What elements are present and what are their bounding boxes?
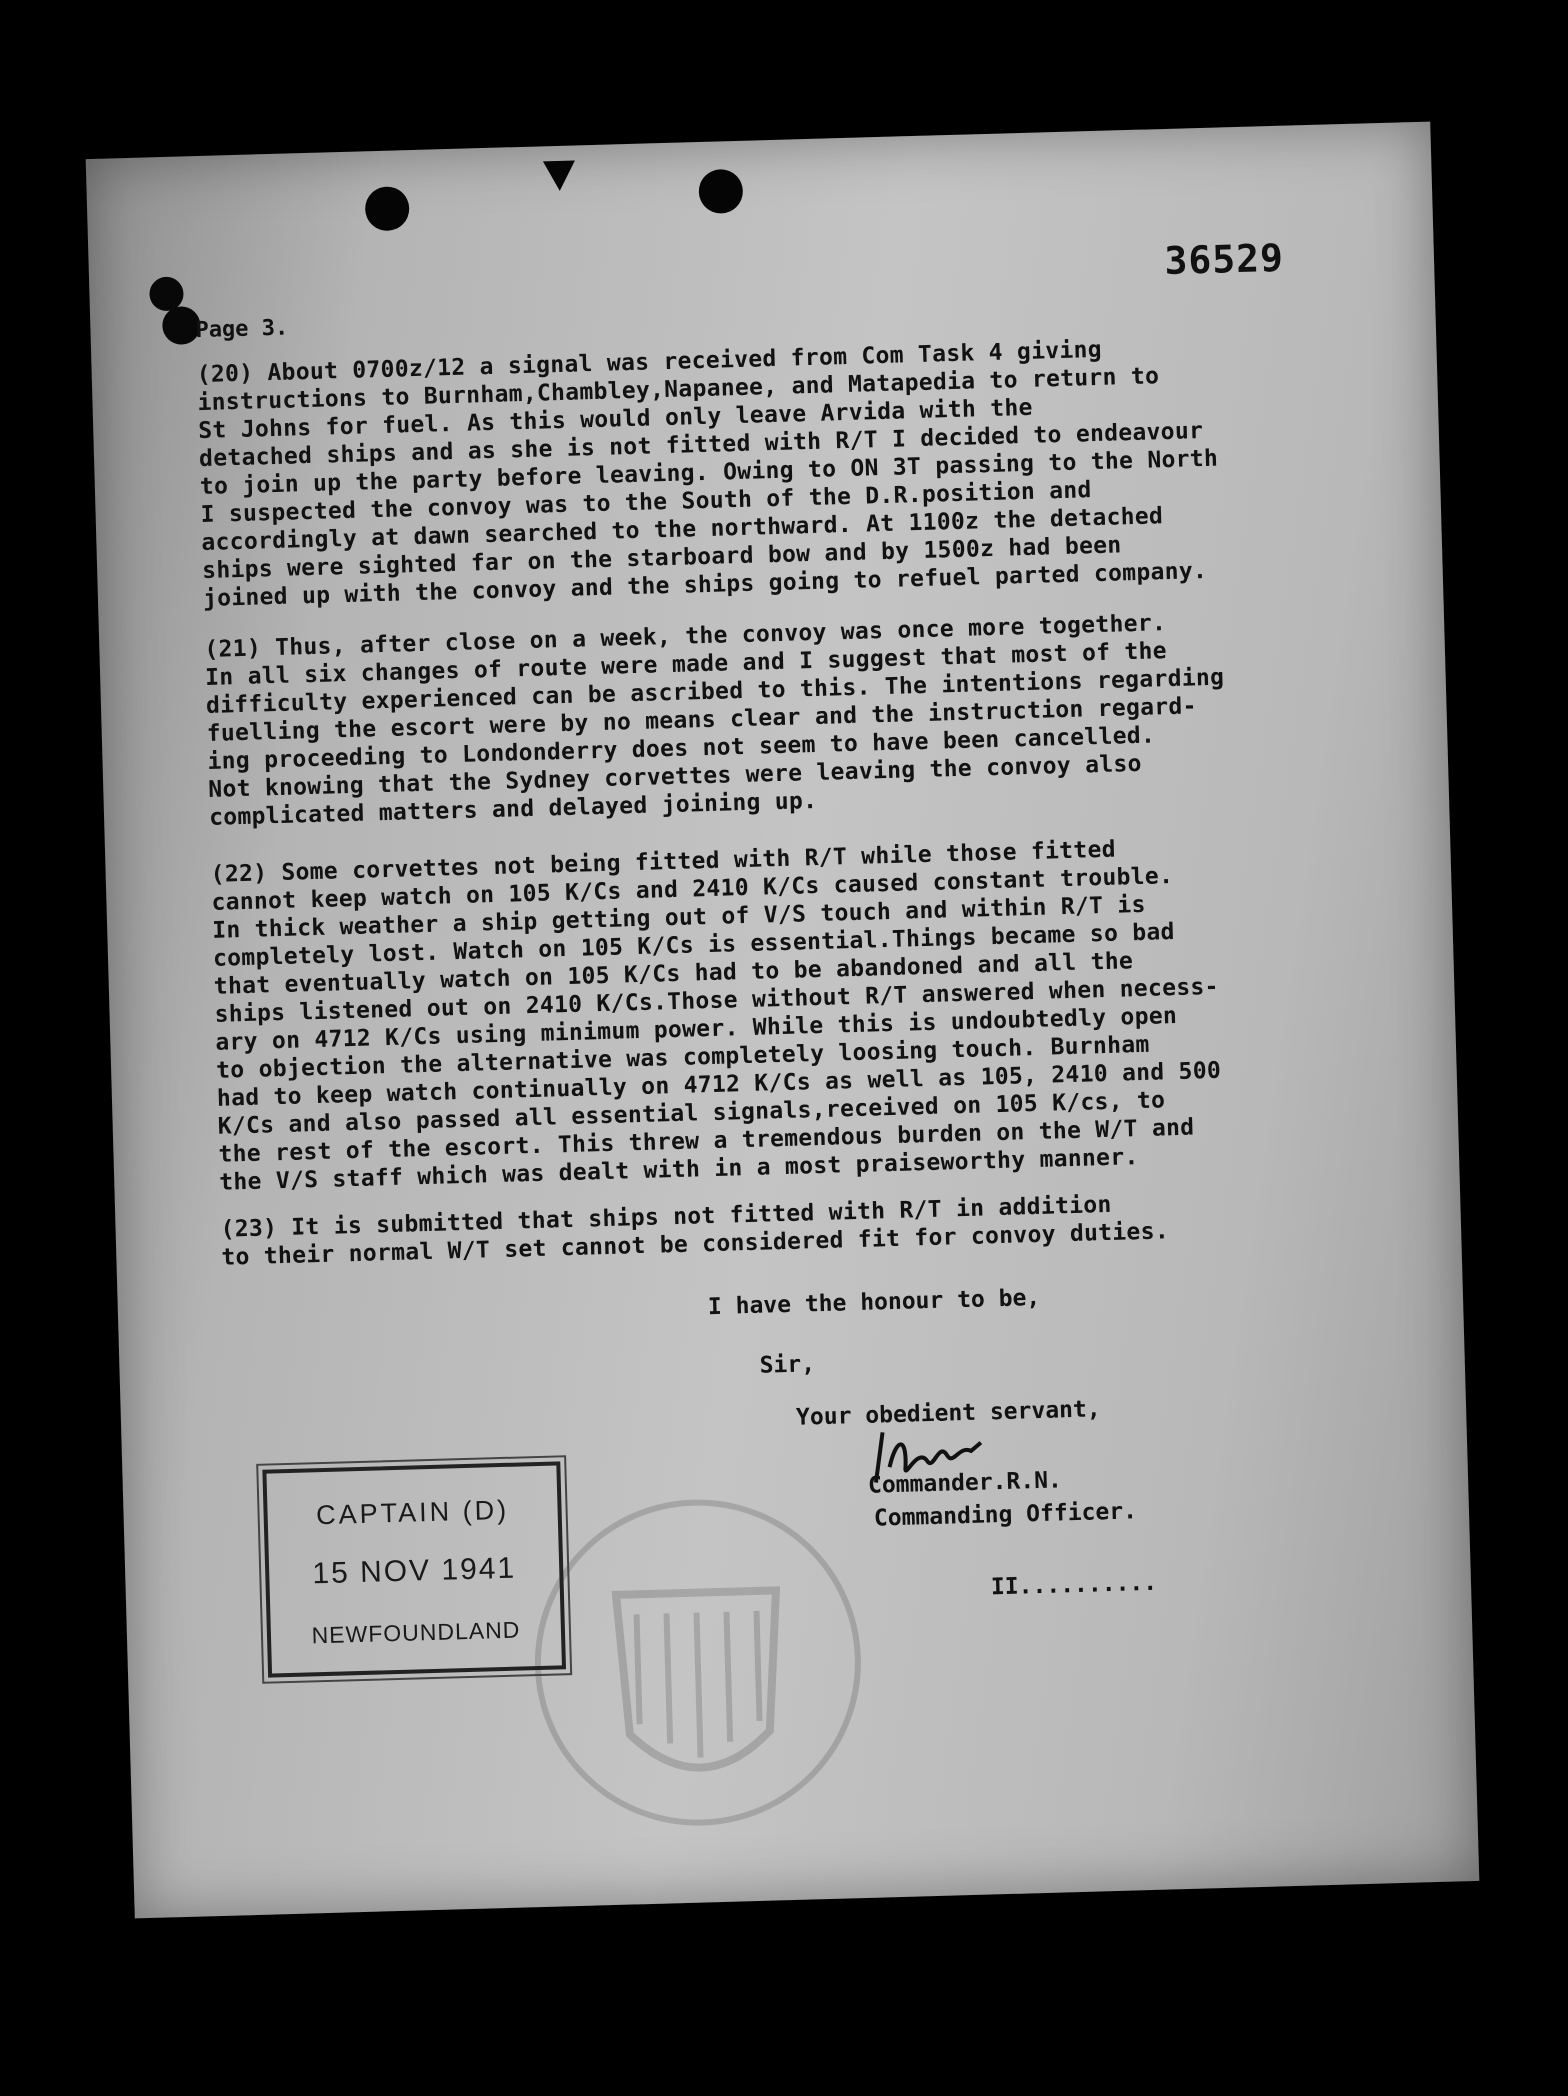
punch-hole-right [698,169,743,214]
paragraph-22: (22) Some corvettes not being fitted with R/T while those fitted cannot keep watch on 105 K/Cs and 2410 K/Cs caused constant trouble. In thick weather a ship getting out of V/S touch and within R/T is completely lost. Watch on 105 K/Cs is essential.Things became so bad that eventually watch on 105 K/Cs had to be abandoned and all the ships listened out on 2410 K/Cs.Those without R/T answered when necess- ary on 4712 K/Cs using minimum power. While this is undoubtedly open to objection the alternative was completely loosing touch. Burnham had to keep watch continually on 4712 K/Cs as well as 105, 2410 and 500 K/Cs and also passed all essential signals,received on 105 K/cs, to the rest of the escort. This threw a tremendous burden on the W/T and the V/S staff which was dealt with in a most praiseworthy manner. [210,836,1222,1196]
document-number: 36529 [1163,235,1285,284]
document-page [86,122,1480,1919]
punch-hole-left [365,186,410,231]
stamp-place: NEWFOUNDLAND [311,1616,521,1649]
paragraph-21: (21) Thus, after close on a week, the convoy was once more together. In all six changes of route were made and I suggest that most of the difficulty experienced can be ascribed to this. The intentions regarding fuelling the escort were by no means clear and the instruction regard- ing proceeding to Londonderry does not seem to have been cancelled. Not knowing that the Sydney corvettes were leaving the convoy also complicated matters and delayed joining up. [204,610,1225,831]
signatory-rank: Commander.R.N. [867,1467,1063,1499]
paragraph-20: (20) About 0700z/12 a signal was received from Com Task 4 giving instructions to Burnham,Chambley,Napanee, and Matapedia to return to St Johns for fuel. As this would only leave Arvida with the detached ships and as she is not fitted with R/T I decided to endeavour to join up the party before leaving. Owing to ON 3T passing to the North I suspected the convoy was to the South of the D.R.position and accordingly at dawn searched to the northward. At 1100z the detached ships were sighted far on the starboard bow and by 1500z had been joined up with the convoy and the ships going to refuel parted company. [196,336,1219,613]
closing-honour: I have the honour to be, [707,1284,1041,1321]
punch-notch [543,160,576,191]
signatory-title: Commanding Officer. [873,1498,1138,1532]
continuation-marker: II.......... [990,1569,1158,1601]
received-stamp [262,1461,566,1677]
closing-sir: Sir, [759,1351,816,1379]
closing-servant: Your obedient servant, [795,1396,1101,1431]
stamp-date: 15 NOV 1941 [311,1551,517,1591]
paragraph-23: (23) It is submitted that ships not fitted with R/T in addition to their normal W/T set cannot be considered fit for convoy duties. [220,1191,1170,1271]
page-label: Page 3. [195,315,289,344]
stamp-title: CAPTAIN (D) [315,1494,510,1531]
